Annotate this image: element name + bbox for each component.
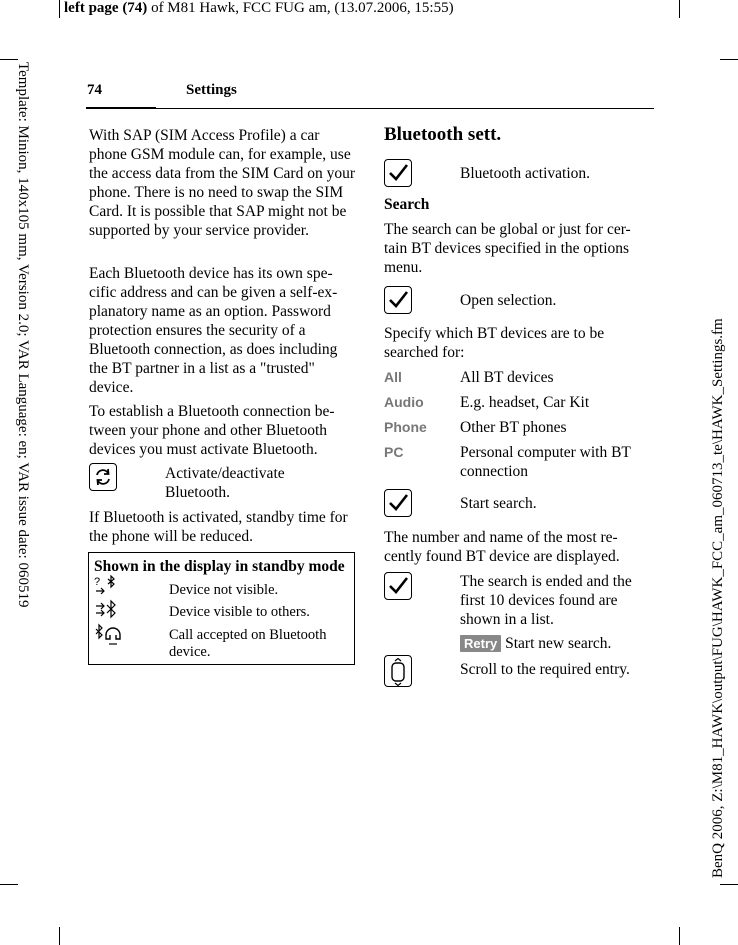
right-margin-text: BenQ 2006, Z:\M81_HAWK\output\FUG\HAWK_FCC_am_060713_te\HAWK_Settings.fm <box>710 318 726 878</box>
header-rule <box>86 108 654 109</box>
select-icon <box>384 286 412 314</box>
retry-softkey[interactable]: Retry <box>460 635 501 652</box>
crop-mark <box>0 59 18 60</box>
paragraph-standby: If Bluetooth is activated, standby time for the phone will be reduced. <box>89 509 348 545</box>
search-ended-text: The search is ended and the first 10 devices found are shown in a list. <box>460 573 632 628</box>
option-desc: Other BT phones <box>460 419 567 436</box>
crop-mark <box>720 884 738 885</box>
option-key-audio: Audio <box>384 394 424 410</box>
left-margin-note <box>9 62 31 662</box>
crop-mark <box>679 0 680 18</box>
heading-bluetooth-settings: Bluetooth sett. <box>384 124 502 145</box>
option-desc: All BT devices <box>460 369 554 386</box>
crop-mark <box>0 884 18 885</box>
search-paragraph: The search can be global or just for cer-tain BT devices specified in the options menu. <box>384 221 631 276</box>
print-header-info: of M81 Hawk, FCC FUG am, (13.07.2006, 15:55) <box>147 0 454 16</box>
standby-icons-box <box>88 552 355 665</box>
crop-mark <box>59 927 60 945</box>
svg-text:?: ? <box>94 576 101 588</box>
box-row-text: Call accepted on Bluetooth device. <box>169 627 327 660</box>
left-margin-text: Template: Minion, 140x105 mm, Version 2.0; VAR Language: en; VAR issue date: 060519 <box>15 62 31 608</box>
paragraph-establish: To establish a Bluetooth connection be-tween your phone and other Bluetooth devices you must activate Bluetooth. <box>89 403 335 458</box>
start-search-text: Start search. <box>460 495 537 512</box>
option-key-pc: PC <box>384 444 404 460</box>
retry-text: Start new search. <box>501 635 612 652</box>
print-header <box>64 0 454 17</box>
navigation-key-icon <box>384 655 412 687</box>
bt-call-icon <box>94 623 124 647</box>
specify-paragraph: Specify which BT devices are to be searched for: <box>384 325 605 361</box>
open-selection-text: Open selection. <box>460 292 557 309</box>
paragraph-address: Each Bluetooth device has its own spe-cific address and can be given a self-ex-planatory name as an option. Password protection ensures the security of a Bluetooth connection, as does including the BT partner in a list as a "trusted" device. <box>89 265 338 396</box>
activation-text: Bluetooth activation. <box>460 165 591 182</box>
box-row-text: Device visible to others. <box>169 604 310 620</box>
select-icon <box>384 489 412 517</box>
box-title: Shown in the display in standby mode <box>94 558 345 575</box>
select-icon <box>384 159 412 187</box>
crop-mark <box>720 59 738 60</box>
header-rule-accent <box>86 107 156 109</box>
right-margin-note <box>710 258 734 878</box>
toggle-description: Activate/deactivate Bluetooth. <box>165 465 285 501</box>
paragraph-sap: With SAP (SIM Access Profile) a car phone GSM module can, for example, use the access data from the SIM Card on your phone. There is no need to swap the SIM Card. It is possible that SAP might not be supported by your service provider. <box>89 127 356 239</box>
bt-not-visible-icon <box>94 575 122 595</box>
crop-mark <box>679 927 680 945</box>
subheading-search: Search <box>384 196 430 213</box>
option-desc: E.g. headset, Car Kit <box>460 394 590 411</box>
result-paragraph: The number and name of the most re-cently found BT device are displayed. <box>384 529 620 565</box>
bt-visible-icon <box>94 599 122 621</box>
option-key-phone: Phone <box>384 419 427 435</box>
print-header-page: left page (74) <box>64 0 148 16</box>
toggle-icon <box>89 463 117 491</box>
select-icon <box>384 572 412 600</box>
option-key-all: All <box>384 369 402 385</box>
page-number: 74 <box>87 82 102 98</box>
option-desc: Personal computer with BT connection <box>460 444 631 480</box>
retry-line <box>460 634 650 653</box>
section-title: Settings <box>186 82 237 98</box>
box-row-text: Device not visible. <box>169 582 279 598</box>
crop-mark <box>59 0 60 18</box>
scroll-text: Scroll to the required entry. <box>460 661 630 678</box>
